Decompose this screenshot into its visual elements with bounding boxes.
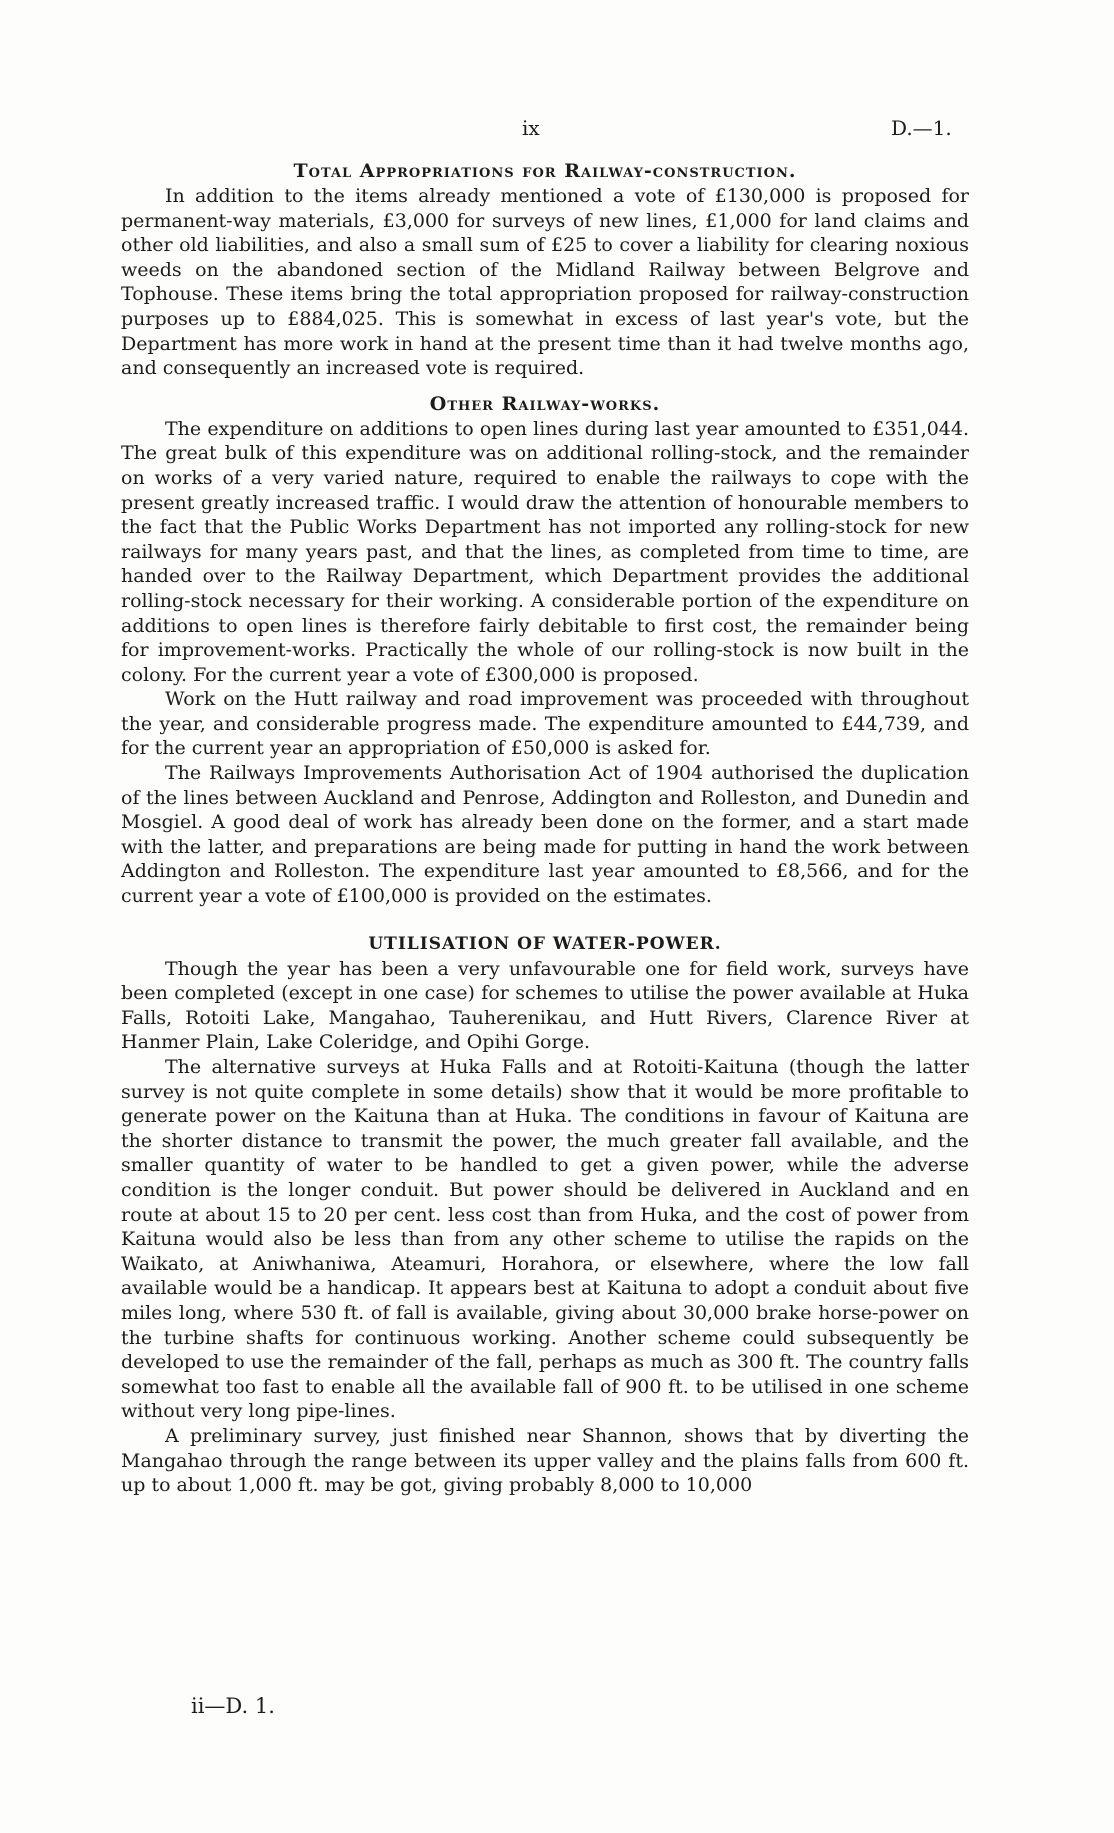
section-title-water-power: UTILISATION OF WATER-POWER. <box>368 933 722 954</box>
signature-mark: ii—D. 1. <box>191 1694 275 1718</box>
page-number: ix <box>522 116 540 140</box>
paragraph-improvements-act: The Railways Improvements Authorisation Act of 1904 authorised the duplication of the lines between Auckland and Penrose, Addington and Rolleston, and Dunedin and Mosgiel. A good deal of work has already been done on the former, and a start made with the latter, and preparations are being made for putting in hand the work between Addington and Rolleston. The expenditure last year amounted to £8,566, and for the current year a vote of £100,000 is provided on the estimates. <box>121 762 969 908</box>
paragraph-hutt-railway: Work on the Hutt railway and road improvement was proceeded with throughout the year, and considerable progress made. The expenditure amounted to £44,739, and for the current year an appropriation of £50,000 is asked for. <box>121 688 969 760</box>
paragraph-open-lines: The expenditure on additions to open lines during last year amounted to £351,044. The great bulk of this expenditure was on additional rolling-stock, and the remainder on works of a very varied nature, required to enable the railways to cope with the present greatly increased traffic. I would draw the attention of honourable members to the fact that the Public Works Department has not imported any rolling-stock for new railways for many years past, and that the lines, as completed from time to time, are handed over to the Railway Department, which Department provides the additional rolling-stock necessary for their working. A considerable portion of the expenditure on additions to open lines is therefore fairly debitable to first cost, the remainder being for improvement-works. Practically the whole of our rolling-stock is now built in the colony. For the current year a vote of £300,000 is proposed. <box>121 417 969 686</box>
paragraph-kaituna: The alternative surveys at Huka Falls and at Rotoiti-Kaituna (though the latter survey is not quite complete in some details) show that it would be more profitable to generate power on the Kaituna than at Huka. The conditions in favour of Kaituna are the shorter distance to transmit the power, the much greater fall available, and the smaller quantity of water to be handled to get a given power, while the adverse condition is the longer conduit. But power should be delivered in Auckland and en route at about 15 to 20 per cent. less cost than from Huka, and the cost of power from Kaituna would also be less than from any other scheme to utilise the rapids on the Waikato, at Aniwhaniwa, Ateamuri, Horahora, or elsewhere, where the low fall available would be a handicap. It appears best at Kaituna to adopt a conduit about five miles long, where 530 ft. of fall is available, giving about 30,000 brake horse-power on the turbine shafts for continuous working. Another scheme could subsequently be developed to use the remainder of the fall, perhaps as much as 300 ft. The country falls somewhat too fast to enable all the available fall of 900 ft. to be utilised in one scheme without very long pipe-lines. <box>121 1056 969 1423</box>
document-reference: D.—1. <box>891 116 952 140</box>
document-body <box>121 158 969 1498</box>
page-header <box>0 116 1114 146</box>
section-title-railway-construction: Total Appropriations for Railway-construction. <box>293 160 797 182</box>
paragraph-mangahao: A preliminary survey, just finished near Shannon, shows that by diverting the Mangahao through the range between its upper valley and the plains falls from 600 ft. up to about 1,000 ft. may be got, giving probably 8,000 to 10,000 <box>121 1424 969 1497</box>
paragraph-surveys: Though the year has been a very unfavourable one for field work, surveys have been completed (except in one case) for schemes to utilise the power available at Huka Falls, Rotoiti Lake, Mangahao, Tauherenikau, and Hutt Rivers, Clarence River at Hanmer Plain, Lake Coleridge, and Opihi Gorge. <box>121 957 969 1054</box>
section-title-other-railway-works: Other Railway-works. <box>429 392 661 415</box>
paragraph-appropriations: In addition to the items already mentioned a vote of £130,000 is proposed for permanent-way materials, £3,000 for surveys of new lines, £1,000 for land claims and other old liabilities, and also a small sum of £25 to cover a liability for clearing noxious weeds on the abandoned section of the Midland Railway between Belgrove and Tophouse. These items bring the total appropriation proposed for railway-construction purposes up to £884,025. This is somewhat in excess of last year's vote, but the Department has more work in hand at the present time than it had twelve months ago, and consequently an increased vote is required. <box>121 185 969 380</box>
